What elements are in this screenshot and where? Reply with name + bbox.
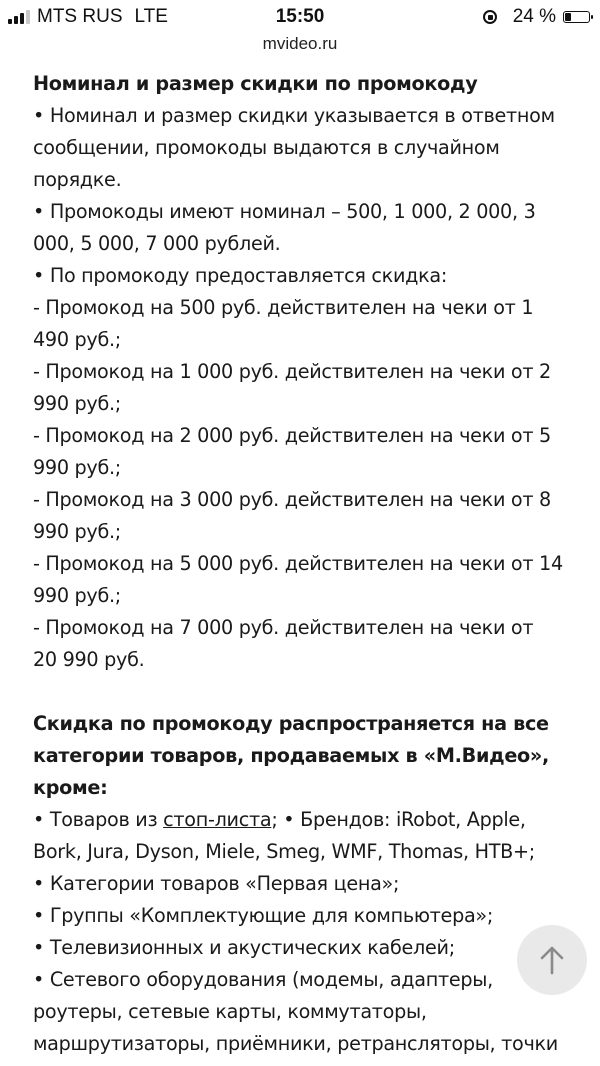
stop-list-link[interactable]: стоп-листа [163, 808, 272, 831]
section-title: Номинал и размер скидки по промокоду [33, 72, 478, 95]
text-line: роутеры, сетевые карты, коммутаторы, [33, 1000, 427, 1023]
text-fragment: ; • Брендов: iRobot, Apple, [271, 808, 526, 831]
text-line: - Промокод на 2 000 руб. действителен на чеки от 5 [33, 424, 551, 447]
battery-percent: 24 % [512, 6, 556, 27]
section-title-line: категории товаров, продаваемых в «М.Видео», [33, 744, 549, 767]
article-content [33, 68, 578, 1060]
text-line: - Промокод на 5 000 руб. действителен на чеки от 14 [33, 552, 563, 575]
section-title-line: Скидка по промокоду распространяется на все [33, 712, 549, 735]
clock: 15:50 [275, 6, 325, 27]
address-bar[interactable] [0, 34, 600, 64]
text-line: - Промокод на 7 000 руб. действителен на чеки от [33, 616, 534, 639]
text-line: • Номинал и размер скидки указывается в ответном [33, 104, 555, 127]
orientation-lock-icon [483, 10, 497, 24]
text-line: порядке. [33, 168, 122, 191]
page-url[interactable]: mvideo.ru [262, 34, 338, 53]
section-title-line: кроме: [33, 776, 108, 799]
text-line: 20 990 руб. [33, 648, 145, 671]
text-line: • Группы «Комплектующие для компьютера»; [33, 904, 494, 927]
text-line: • По промокоду предоставляется скидка: [33, 264, 448, 287]
battery-icon [563, 11, 590, 23]
text-fragment: • Товаров из [33, 808, 164, 831]
text-line: • Телевизионных и акустических кабелей; [33, 936, 455, 959]
text-line: 000, 5 000, 7 000 рублей. [33, 232, 281, 255]
text-line: Bork, Jura, Dyson, Miele, Smeg, WMF, Thomas, НТВ+; [33, 840, 535, 863]
text-line: 990 руб.; [33, 456, 121, 479]
text-line: 990 руб.; [33, 392, 121, 415]
text-line: 990 руб.; [33, 520, 121, 543]
text-line: 990 руб.; [33, 584, 121, 607]
scroll-to-top-button[interactable] [517, 925, 587, 995]
status-bar [0, 0, 600, 34]
text-line-with-link [33, 804, 578, 836]
text-line: • Промокоды имеют номинал – 500, 1 000, 2 000, 3 [33, 200, 536, 223]
text-line: 490 руб.; [33, 328, 121, 351]
carrier-name: MTS RUS [37, 6, 123, 27]
text-line: - Промокод на 3 000 руб. действителен на чеки от 8 [33, 488, 551, 511]
text-line: - Промокод на 1 000 руб. действителен на чеки от 2 [33, 360, 551, 383]
network-type: LTE [134, 6, 168, 27]
text-line: маршрутизаторы, приёмники, ретрансляторы, точки [33, 1032, 558, 1055]
text-line: • Сетевого оборудования (модемы, адаптеры, [33, 968, 493, 991]
text-line: • Категории товаров «Первая цена»; [33, 872, 400, 895]
arrow-up-icon [539, 945, 565, 975]
status-bar-right [483, 6, 590, 28]
text-line: сообщении, промокоды выдаются в случайном [33, 136, 500, 159]
text-line: - Промокод на 500 руб. действителен на чеки от 1 [33, 296, 534, 319]
